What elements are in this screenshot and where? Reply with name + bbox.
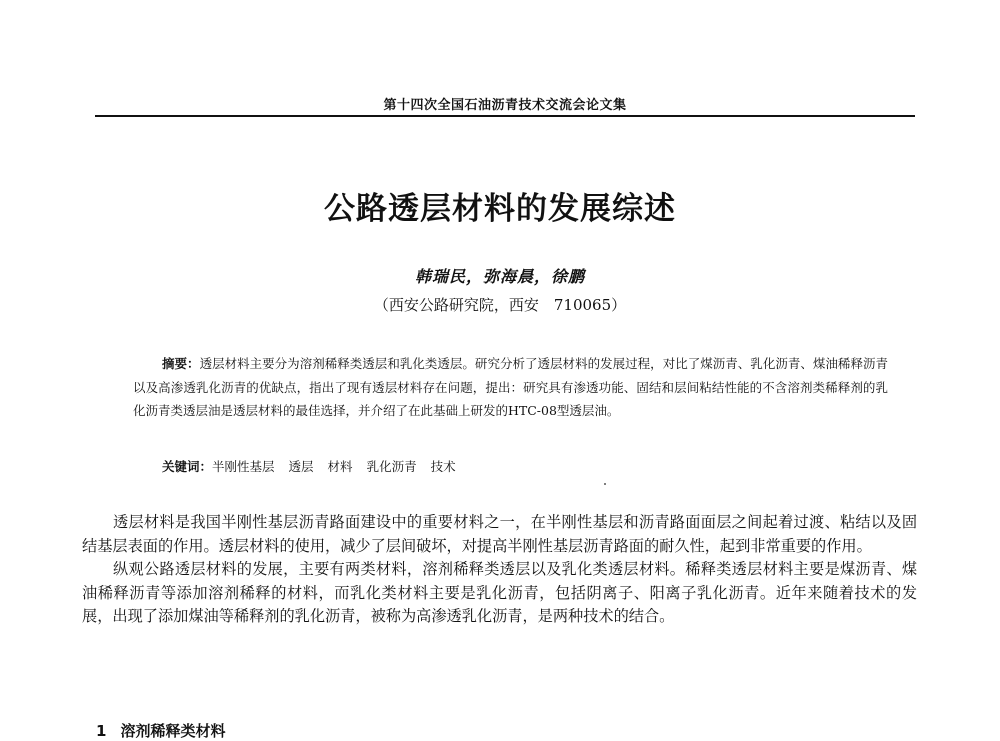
keyword: 材料 <box>327 459 353 474</box>
running-header: 第十四次全国石油沥青技术交流会论文集 <box>383 98 627 113</box>
body-paragraph: 纵观公路透层材料的发展，主要有两类材料，溶剂稀释类透层以及乳化类透层材料。稀释类透层材料主要是煤沥青、煤油稀释沥青等添加溶剂稀释的材料，而乳化类材料主要是乳化沥青，包括阴离子、阳离子乳化沥青。近年来随着技术的发展，出现了添加煤油等稀释剂的乳化沥青，被称为高渗透乳化沥青，是两种技术的结合。 <box>82 560 917 625</box>
body-paragraph: 透层材料是我国半刚性基层沥青路面建设中的重要材料之一，在半刚性基层和沥青路面面层之间起着过渡、粘结以及固结基层表面的作用。透层材料的使用，减少了层间破坏，对提高半刚性基层沥青路面的耐久性，起到非常重要的作用。 <box>82 513 917 555</box>
keywords-label: 关键词： <box>162 459 213 474</box>
body-text <box>82 511 917 629</box>
abstract-label: 摘要： <box>162 356 200 371</box>
abstract-text: 透层材料主要分为溶剂稀释类透层和乳化类透层。研究分析了透层材料的发展过程，对比了煤沥青、乳化沥青、煤油稀释沥青以及高渗透乳化沥青的优缺点，指出了现有透层材料存在问题，提出：研究具有渗透功能、固结和层间粘结性能的不含溶剂类稀释剂的乳化沥青类透层油是透层材料的最佳选择，并介绍了在此基础上研发的HTC-08型透层油。 <box>133 356 888 418</box>
authors: 韩瑞民，弥海晨，徐鹏 <box>414 267 585 286</box>
keyword: 技术 <box>430 459 456 474</box>
keywords <box>162 457 862 477</box>
abstract <box>133 352 888 423</box>
paper-title: 公路透层材料的发展综述 <box>324 191 676 227</box>
affiliation: （西安公路研究院，西安 710065） <box>373 296 627 314</box>
keyword: 乳化沥青 <box>366 459 417 474</box>
keyword: 透层 <box>288 459 314 474</box>
section-title: 溶剂稀释类材料 <box>120 722 226 740</box>
section-number: 1 <box>96 722 107 740</box>
keyword: 半刚性基层 <box>212 459 275 474</box>
section-heading <box>96 720 396 741</box>
scan-speck <box>604 483 606 485</box>
header-rule <box>95 115 915 117</box>
